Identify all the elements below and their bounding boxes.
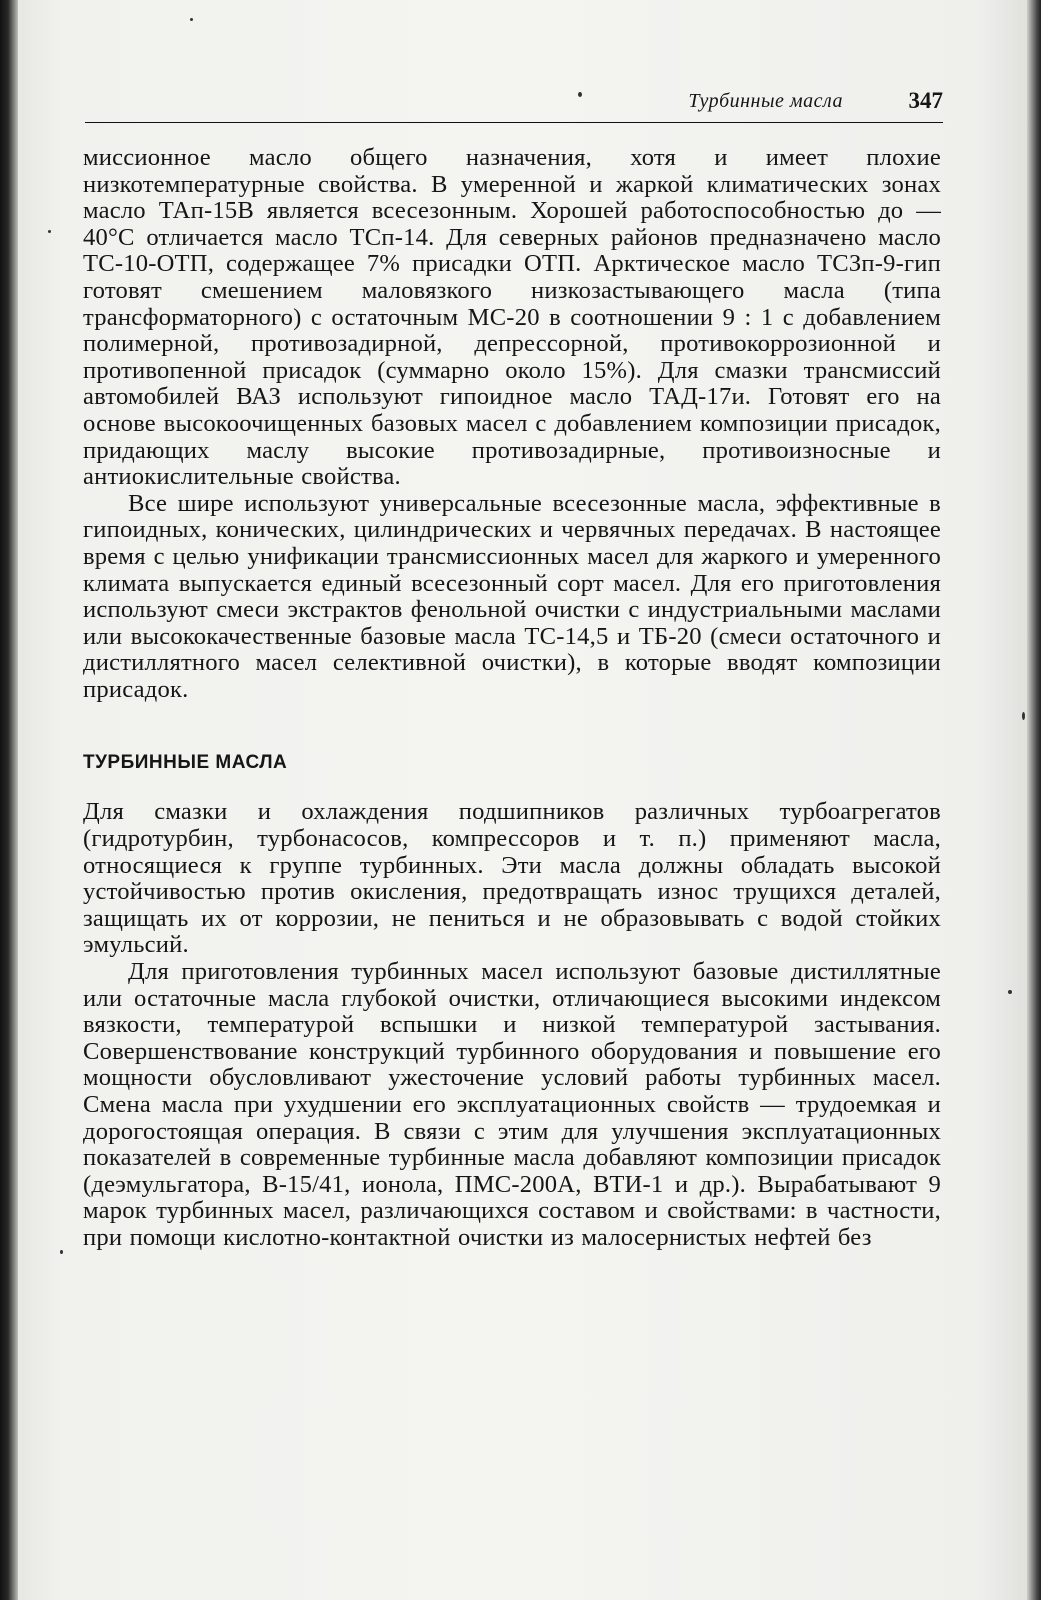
scan-shadow-left [0, 0, 18, 1600]
scan-speck [1008, 990, 1012, 994]
scan-speck [60, 1250, 63, 1254]
paragraph: Для приготовления турбинных масел используют базовые дистиллятные или остаточные масла глубокой очистки, отличающиеся высокими индексом вязкости, температурой вспышки и низкой температурой застывания. Совершенствование конструкций турбинного оборудования и повышение его мощности обусловливают ужесточение условий работы турбинных масел. Смена масла при ухудшении его эксплуатационных свойств — трудоемкая и дорогостоящая операция. В связи с этим для улучшения эксплуатационных показателей в современные турбинные масла добавляют композиции присадок (деэмульгатора, В-15/41, ионола, ПМС-200А, ВТИ-1 и др.). Вырабатывают 9 марок турбинных масел, различающихся составом и свойствами: в частности, при помощи кислотно-контактной очистки из малосернистых нефтей без [83, 958, 941, 1251]
scan-speck [48, 230, 51, 233]
section-heading: ТУРБИННЫЕ МАСЛА [83, 752, 288, 774]
running-title: Турбинные масла [688, 90, 843, 112]
body-text [83, 145, 941, 1252]
paragraph-continued: миссионное масло общего назначения, хотя и имеет плохие низкотемпературные свойства. В умеренной и жаркой климатических зонах масло ТАп-15В является всесезонным. Хорошей работоспособностью до —40°С отличается масло ТСп-14. Для северных районов предназначено масло ТС-10-ОТП, содержащее 7% присадки ОТП. Арктическое масло ТСЗп-9-гип готовят смешением маловязкого низкозастывающего масла (типа трансформаторного) с остаточным МС-20 в соотношении 9 : 1 с добавлением полимерной, противозадирной, депрессорной, противокоррозионной и противопенной присадок (суммарно около 15%). Для смазки трансмиссий автомобилей ВАЗ используют гипоидное масло ТАД-17и. Готовят его на основе высокоочищенных базовых масел с добавлением композиции присадок, придающих маслу высокие противозадирные, противоизносные и антиокислительные свойства. [83, 144, 941, 491]
scan-shadow-right [1027, 0, 1041, 1600]
paragraph: Для смазки и охлаждения подшипников различных турбоагрегатов (гидротурбин, турбонасосов, компрессоров и т. п.) применяют масла, относящиеся к группе турбинных. Эти масла должны обладать высокой устойчивостью против окисления, предотвращать износ трущихся деталей, защищать их от коррозии, не пениться и не образовывать с водой стойких эмульсий. [83, 798, 941, 959]
scan-speck [1022, 712, 1025, 720]
page-number: 347 [908, 88, 943, 113]
paragraph: Все шире используют универсальные всесезонные масла, эффективные в гипоидных, конических, цилиндрических и червячных передачах. В настоящее время с целью унификации трансмиссионных масел для жаркого и умеренного климата выпускается единый всесезонный сорт масел. Для его приготовления используют смеси экстрактов фенольной очистки с индустриальными маслами или высококачественные базовые масла ТС-14,5 и ТБ-20 (смеси остаточного и дистиллятного масел селективной очистки), в которые вводят композиции присадок. [83, 489, 941, 703]
scan-speck [190, 18, 193, 21]
running-header [85, 88, 943, 123]
